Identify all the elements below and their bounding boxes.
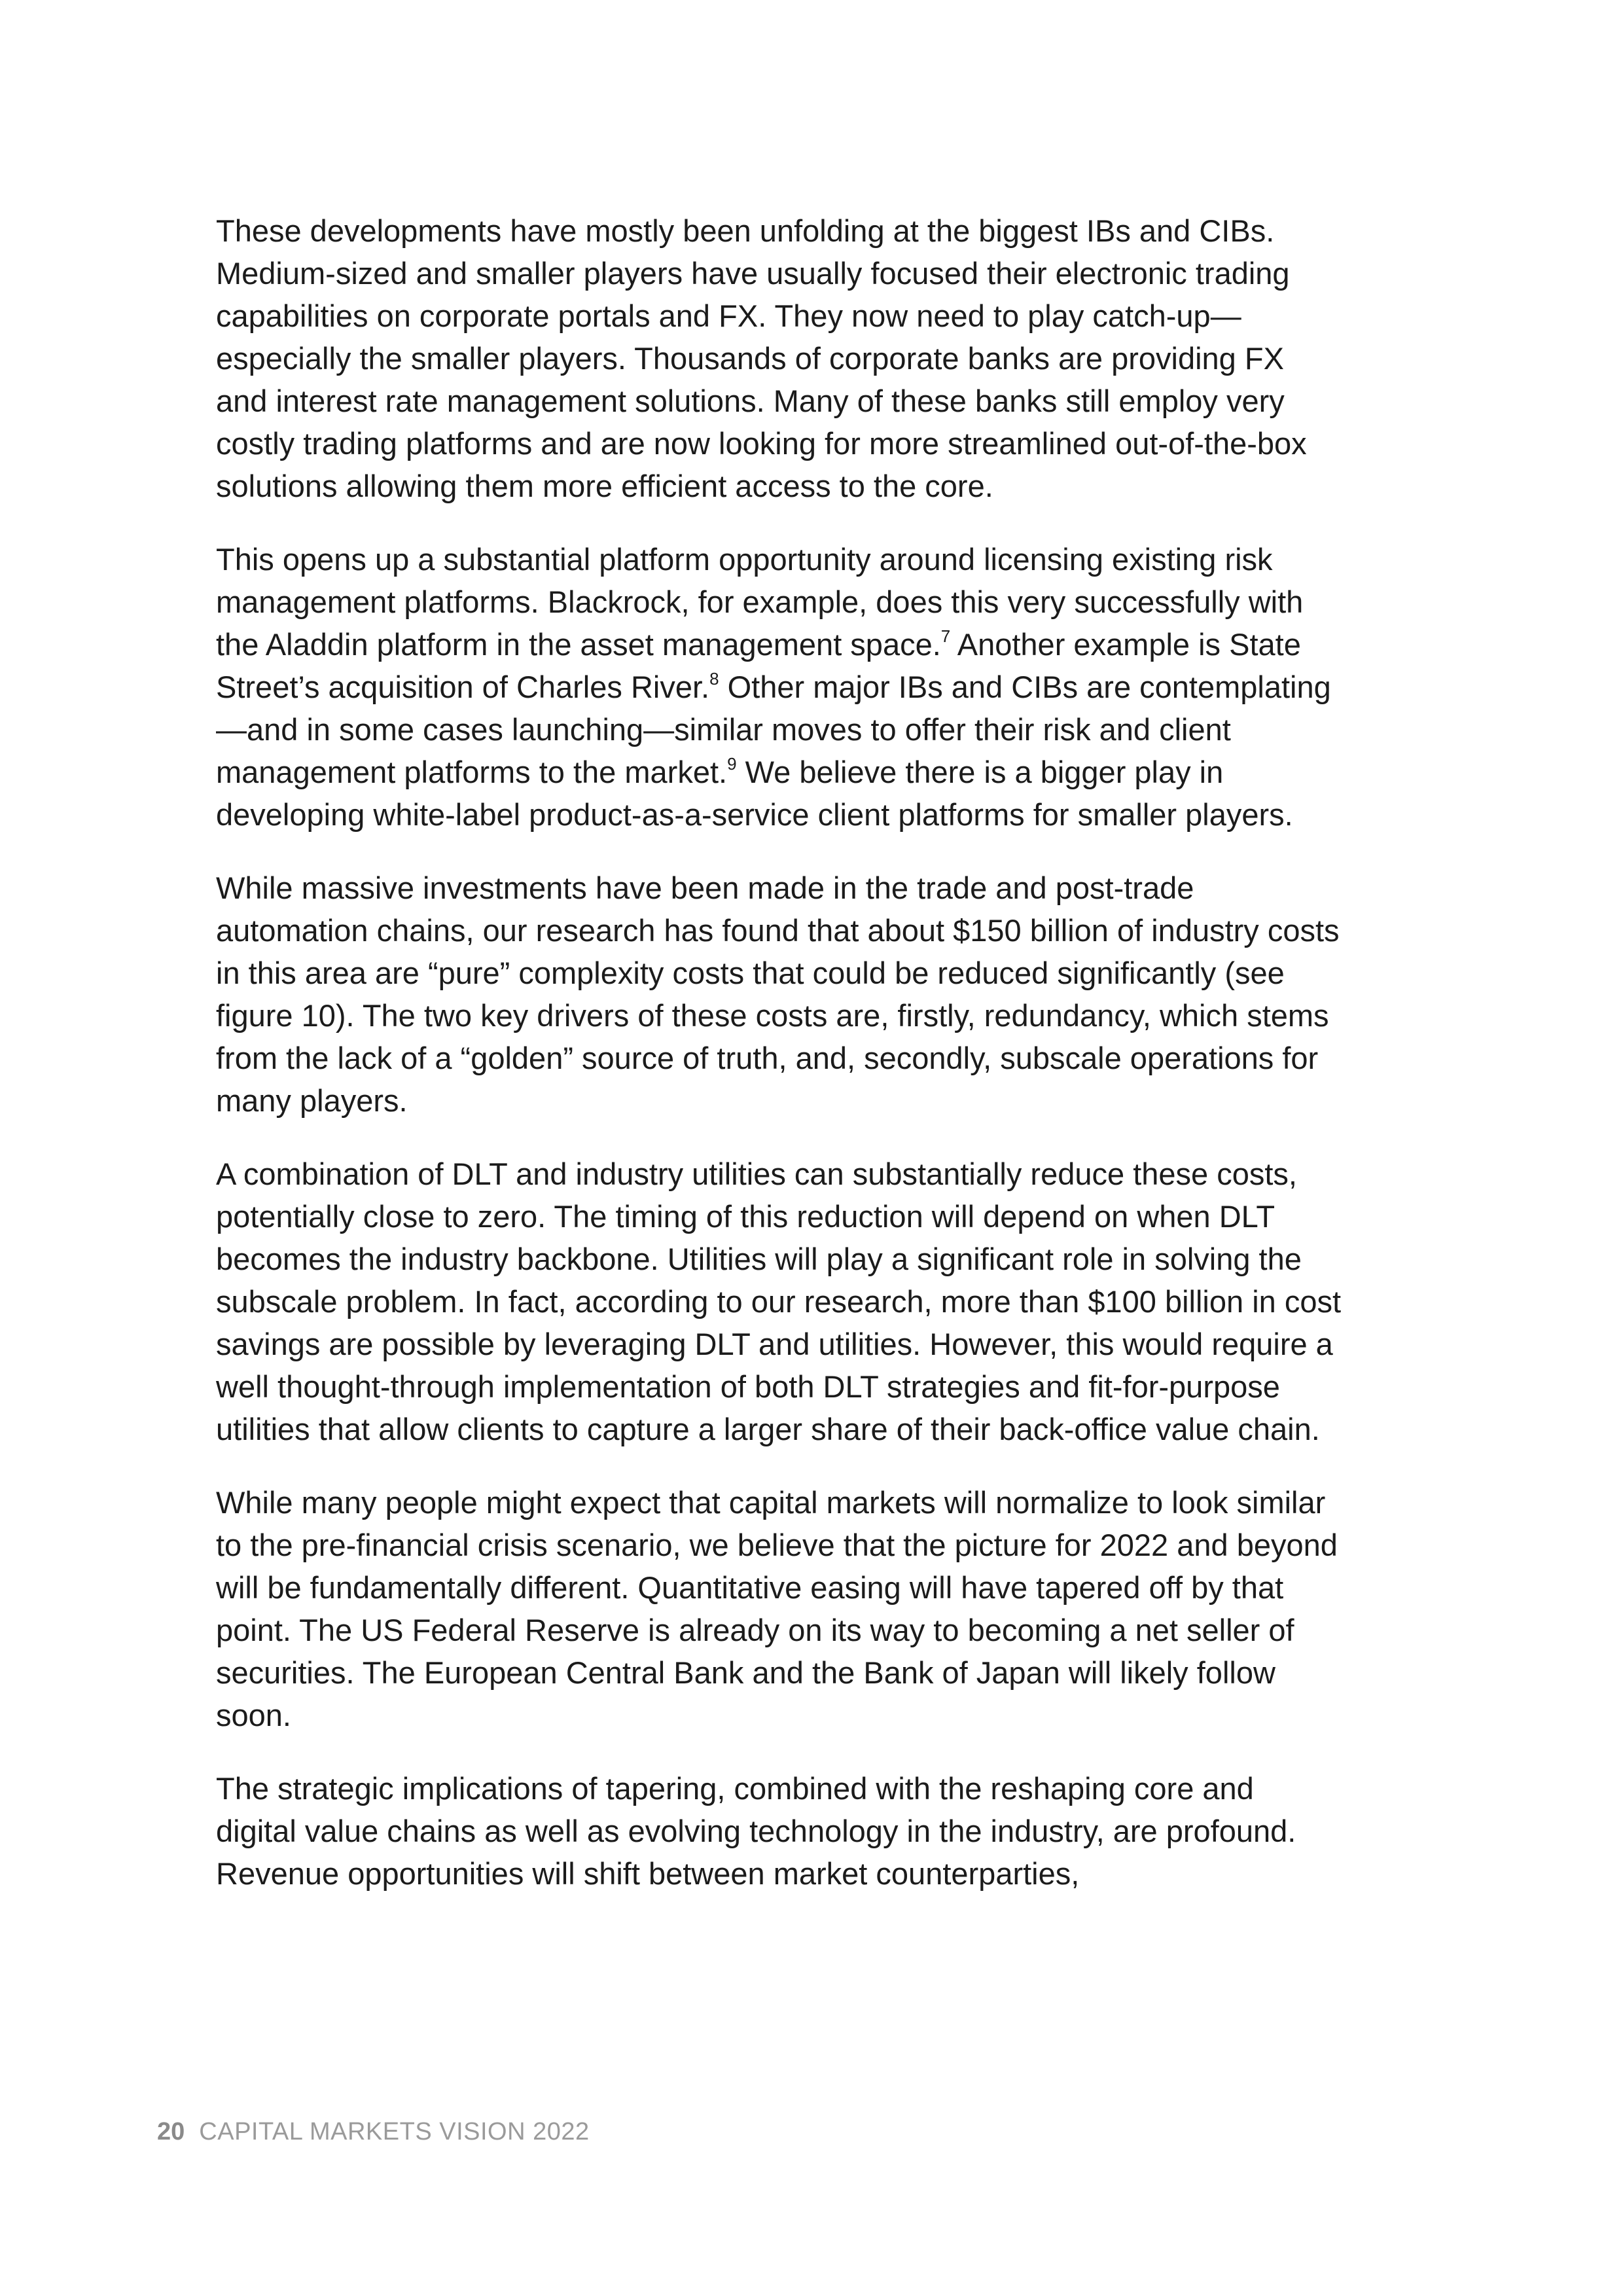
paragraph-6: The strategic implications of tapering, combined with the reshaping core and digital value chains as well as evolving technology in the industry, are profound. Revenue opportunities will shift between market counterparties, (216, 1771, 1296, 1891)
publication-title: CAPITAL MARKETS VISION 2022 (199, 2118, 590, 2145)
body-text (216, 209, 1342, 1926)
paragraph-2-text-2: Another example is State Street’s acquisition of Charles River. (216, 627, 1301, 704)
footnote-ref-7[interactable]: 7 (940, 626, 951, 646)
page-number: 20 (157, 2118, 185, 2145)
paragraph-2-text-1: This opens up a substantial platform opportunity around licensing existing risk management platforms. Blackrock, for example, does this very successfully with the Aladdin platform in the asset management space. (216, 542, 1304, 662)
paragraph-2 (216, 538, 1342, 836)
paragraph-2-text-4: We believe there is a bigger play in developing white-label product-as-a-service client platforms for smaller players. (216, 755, 1293, 832)
paragraph-2-text-3: Other major IBs and CIBs are contemplating—and in some cases launching—similar moves to offer their risk and client management platforms to the market. (216, 670, 1331, 789)
paragraph-1: These developments have mostly been unfolding at the biggest IBs and CIBs. Medium-sized and smaller players have usually focused their electronic trading capabilities on corporate portals and FX. They now need to play catch-up—especially the smaller players. Thousands of corporate banks are providing FX and interest rate management solutions. Many of these banks still employ very costly trading platforms and are now looking for more streamlined out-of-the-box solutions allowing them more efficient access to the core. (216, 213, 1307, 503)
page-footer (157, 2115, 590, 2148)
paragraph-5: While many people might expect that capital markets will normalize to look similar to the pre-financial crisis scenario, we believe that the picture for 2022 and beyond will be fundamentally different. Quantitative easing will have tapered off by that point. The US Federal Reserve is already on its way to becoming a net seller of securities. The European Central Bank and the Bank of Japan will likely follow soon. (216, 1485, 1338, 1732)
paragraph-4: A combination of DLT and industry utilities can substantially reduce these costs, potentially close to zero. The timing of this reduction will depend on when DLT becomes the industry backbone. Utilities will play a significant role in solving the subscale problem. In fact, according to our research, more than $100 billion in cost savings are possible by leveraging DLT and utilities. However, this would require a well thought-through implementation of both DLT strategies and fit-for-purpose utilities that allow clients to capture a larger share of their back-office value chain. (216, 1157, 1342, 1446)
footnote-ref-9[interactable]: 9 (727, 754, 737, 774)
paragraph-3: While massive investments have been made in the trade and post-trade automation chains, our research has found that about $150 billion of industry costs in this area are “pure” complexity costs that could be reduced significantly (see figure 10). The two key drivers of these costs are, firstly, redundancy, which stems from the lack of a “golden” source of truth, and, secondly, subscale operations for many players. (216, 870, 1340, 1118)
footnote-ref-8[interactable]: 8 (709, 669, 719, 689)
